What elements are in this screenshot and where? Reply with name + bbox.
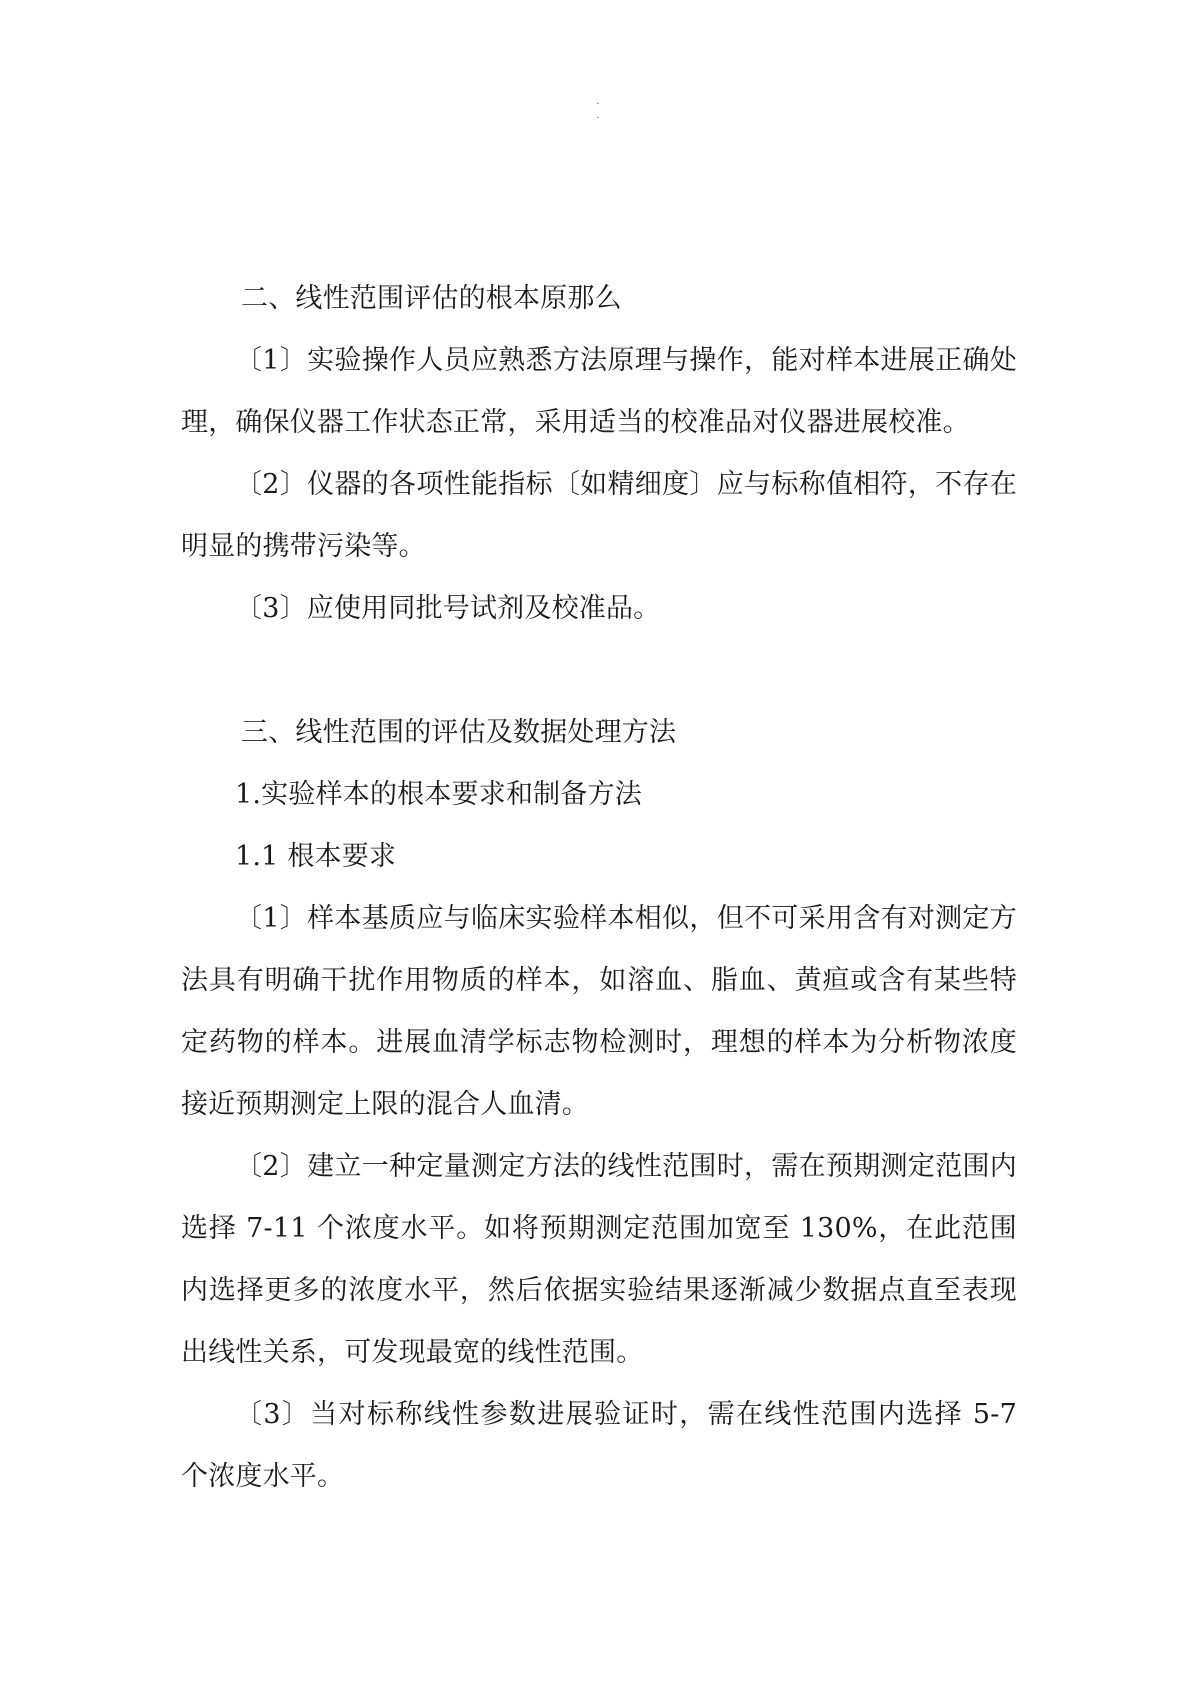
section-2-item-2: 〔2〕仪器的各项性能指标〔如精细度〕应与标称值相符，不存在明显的携带污染等。 bbox=[181, 469, 1017, 562]
section-3-item-3: 〔3〕当对标称线性参数进展验证时，需在线性范围内选择 5-7 个浓度水平。 bbox=[181, 1399, 1017, 1492]
section-3-subheading-1: 1.实验样本的根本要求和制备方法 bbox=[235, 779, 642, 810]
section-2-title: 二、线性范围评估的根本原那么 bbox=[241, 283, 622, 314]
section-3-item-2: 〔2〕建立一种定量测定方法的线性范围时，需在预期测定范围内选择 7-11 个浓度水平。如将预期测定范围加宽至 130%，在此范围内选择更多的浓度水平，然后依据实验结果逐渐减少数据点直至表现出线性关系，可发现最宽的线性范围。 bbox=[181, 1151, 1017, 1368]
section-2-item-1: 〔1〕实验操作人员应熟悉方法原理与操作，能对样本进展正确处理，确保仪器工作状态正常，采用适当的校准品对仪器进展校准。 bbox=[181, 345, 1017, 438]
section-3-item-1: 〔1〕样本基质应与临床实验样本相似，但不可采用含有对测定方法具有明确干扰作用物质的样本，如溶血、脂血、黄疸或含有某些特定药物的样本。进展血清学标志物检测时，理想的样本为分析物浓度接近预期测定上限的混合人血清。 bbox=[181, 903, 1017, 1120]
section-2-item-3: 〔3〕应使用同批号试剂及校准品。 bbox=[235, 593, 661, 624]
document-body bbox=[181, 268, 1017, 1508]
header-mark: · · bbox=[596, 99, 600, 124]
section-3-subheading-1-1: 1.1 根本要求 bbox=[235, 841, 397, 872]
section-3-title: 三、线性范围的评估及数据处理方法 bbox=[241, 717, 677, 748]
